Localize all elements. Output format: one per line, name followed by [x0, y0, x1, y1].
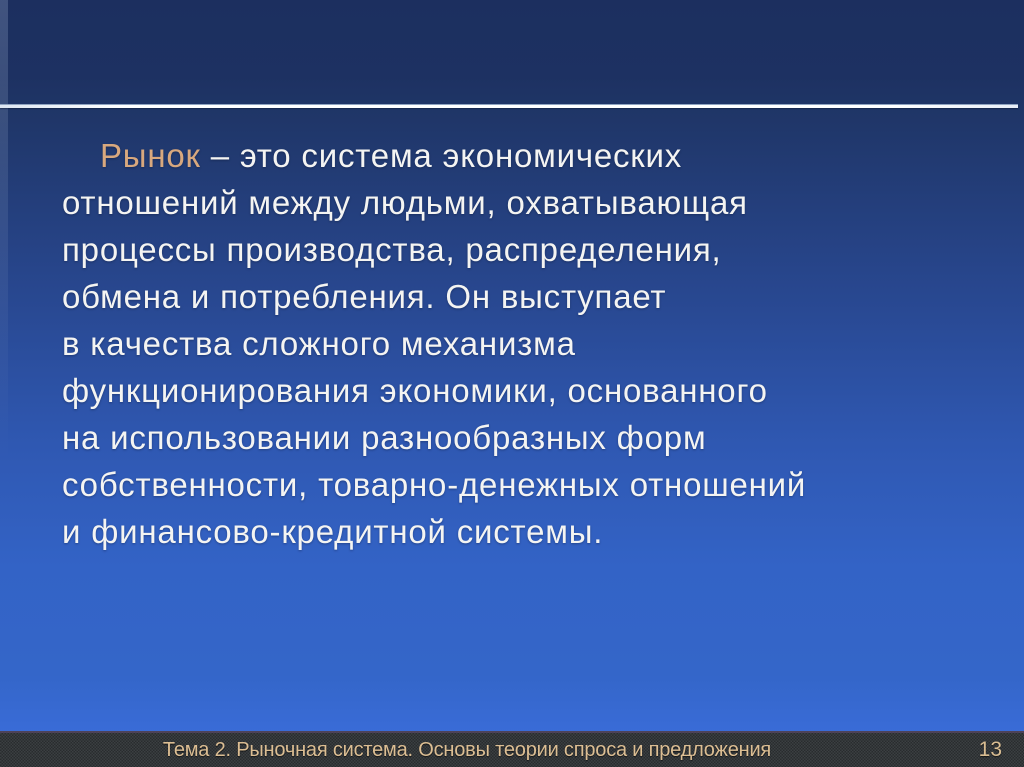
divider-line	[0, 104, 1018, 108]
left-edge-highlight	[0, 0, 8, 460]
paragraph-line: обмена и потребления. Он выступает	[62, 278, 667, 315]
page-number: 13	[978, 738, 1002, 761]
footer-title-wrap	[0, 739, 1024, 762]
paragraph-line: на использовании разнообразных форм	[62, 419, 707, 456]
footer-title: Тема 2. Рыночная система. Основы теории спроса и предложения	[162, 738, 772, 761]
term-highlight: Рынок	[100, 137, 201, 174]
definition-paragraph	[62, 132, 972, 555]
paragraph-line	[62, 132, 972, 179]
paragraph-line-rest: – это система экономических	[200, 137, 683, 174]
footer-bar	[0, 731, 1024, 767]
paragraph-line: в качества сложного механизма	[62, 325, 576, 362]
paragraph-line: функционирования экономики, основанного	[62, 372, 768, 409]
paragraph-line: процессы производства, распределения,	[62, 231, 722, 268]
paragraph-line: отношений между людьми, охватывающая	[62, 184, 748, 221]
paragraph-line: собственности, товарно-денежных отношений	[62, 466, 807, 503]
paragraph-line: и финансово-кредитной системы.	[62, 513, 604, 550]
